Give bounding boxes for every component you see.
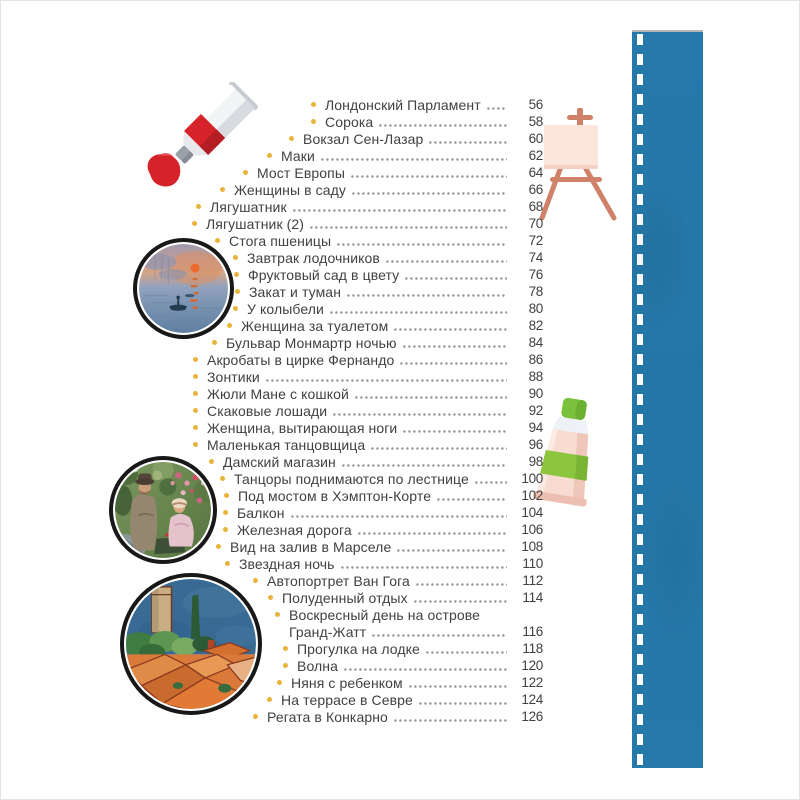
entry-bullet-icon — [253, 578, 258, 583]
toc-entry — [0, 113, 543, 130]
dot-leader — [341, 566, 507, 569]
entry-title: Скаковые лошади — [207, 402, 328, 419]
entry-title: Танцоры поднимаются по лестнице — [234, 470, 469, 487]
entry-title: Стога пшеницы — [229, 232, 332, 249]
toc-entry-line — [0, 266, 543, 283]
toc-entry-line — [0, 317, 543, 334]
toc-entry — [0, 606, 543, 640]
toc-entry-line — [0, 181, 543, 198]
entry-title: Вид на залив в Марселе — [230, 538, 392, 555]
dot-leader — [394, 328, 507, 331]
entry-title: Регата в Конкарно — [267, 708, 388, 725]
entry-title: Маленькая танцовщица — [207, 436, 366, 453]
entry-bullet-icon — [268, 595, 273, 600]
toc-entry-line — [0, 674, 543, 691]
dot-leader — [379, 124, 507, 127]
toc-entry-line — [0, 606, 543, 623]
toc-entry-line — [0, 589, 543, 606]
entry-bullet-icon — [234, 272, 239, 277]
entry-title: Няня с ребенком — [291, 674, 403, 691]
easel-icon — [537, 108, 627, 223]
page-number: 92 — [528, 403, 543, 418]
dot-leader — [355, 396, 507, 399]
page-number: 66 — [528, 182, 543, 197]
toc-entry — [0, 674, 543, 691]
page-number: 76 — [528, 267, 543, 282]
toc-entry — [0, 504, 543, 521]
page-number: 78 — [528, 284, 543, 299]
entry-bullet-icon — [233, 306, 238, 311]
toc-entry — [0, 538, 543, 555]
page-number: 126 — [521, 709, 543, 724]
dot-leader — [337, 243, 507, 246]
toc-entry-line — [0, 130, 543, 147]
dot-leader — [371, 447, 507, 450]
toc-entry-line — [0, 504, 543, 521]
dot-leader — [403, 430, 507, 433]
toc-entry-line — [0, 640, 543, 657]
toc-entry — [0, 419, 543, 436]
entry-title: Под мостом в Хэмптон-Корте — [238, 487, 432, 504]
page-number: 74 — [528, 250, 543, 265]
page-number: 100 — [521, 471, 543, 486]
dot-leader — [352, 192, 507, 195]
entry-title: Балкон — [237, 504, 285, 521]
entry-bullet-icon — [223, 510, 228, 515]
dot-leader — [347, 294, 507, 297]
entry-bullet-icon — [192, 221, 197, 226]
entry-title-continued: Гранд-Жатт — [289, 623, 367, 640]
entry-bullet-icon — [233, 255, 238, 260]
page-number: 104 — [521, 505, 543, 520]
page-number: 106 — [521, 522, 543, 537]
entry-title: Волна — [297, 657, 339, 674]
toc-entry-line — [0, 300, 543, 317]
entry-bullet-icon — [196, 204, 201, 209]
page-number: 80 — [528, 301, 543, 316]
toc-entry-line — [0, 147, 543, 164]
page-number: 72 — [528, 233, 543, 248]
page-number: 124 — [521, 692, 543, 707]
entry-title: Акробаты в цирке Фернандо — [207, 351, 395, 368]
toc-entry-line — [0, 555, 543, 572]
toc-entry-line — [0, 470, 543, 487]
dot-leader — [293, 209, 507, 212]
dot-leader — [419, 702, 507, 705]
dot-leader — [403, 345, 507, 348]
toc-list — [0, 96, 543, 725]
entry-bullet-icon — [267, 153, 272, 158]
entry-title: Прогулка на лодке — [297, 640, 420, 657]
dot-leader — [344, 668, 507, 671]
entry-bullet-icon — [225, 561, 230, 566]
page-number: 88 — [528, 369, 543, 384]
page-number: 84 — [528, 335, 543, 350]
toc-entry-line — [0, 232, 543, 249]
dot-leader — [416, 583, 507, 586]
toc-entry — [0, 487, 543, 504]
page-number: 56 — [528, 97, 543, 112]
toc-entry — [0, 266, 543, 283]
dot-leader — [342, 464, 507, 467]
dot-leader — [429, 141, 507, 144]
entry-title: На террасе в Севре — [281, 691, 413, 708]
toc-entry — [0, 640, 543, 657]
entry-bullet-icon — [215, 238, 220, 243]
dot-leader — [333, 413, 507, 416]
dot-leader — [386, 260, 507, 263]
page-number: 102 — [521, 488, 543, 503]
entry-title: У колыбели — [247, 300, 324, 317]
entry-title: Полуденный отдых — [282, 589, 408, 606]
entry-bullet-icon — [212, 340, 217, 345]
toc-entry — [0, 691, 543, 708]
toc-entry-line — [0, 164, 543, 181]
toc-entry — [0, 215, 543, 232]
toc-entry — [0, 572, 543, 589]
entry-title: Бульвар Монмартр ночью — [226, 334, 397, 351]
toc-entry — [0, 232, 543, 249]
toc-entry — [0, 317, 543, 334]
toc-entry-line — [0, 538, 543, 555]
toc-entry — [0, 198, 543, 215]
entry-title: Автопортрет Ван Гога — [267, 572, 410, 589]
page-number: 60 — [528, 131, 543, 146]
entry-bullet-icon — [193, 425, 198, 430]
toc-entry — [0, 300, 543, 317]
dot-leader — [426, 651, 507, 654]
page-number: 82 — [528, 318, 543, 333]
toc-entry — [0, 368, 543, 385]
book-binding — [632, 30, 703, 768]
toc-entry-line — [0, 96, 543, 113]
dot-leader — [409, 685, 507, 688]
entry-bullet-icon — [224, 493, 229, 498]
toc-entry-line — [0, 487, 543, 504]
entry-title: Фруктовый сад в цвету — [248, 266, 400, 283]
entry-title: Лягушатник (2) — [206, 215, 305, 232]
entry-bullet-icon — [193, 391, 198, 396]
entry-title: Железная дорога — [237, 521, 352, 538]
entry-title: Женщина, вытирающая ноги — [207, 419, 398, 436]
toc-entry-line — [0, 198, 543, 215]
toc-entry-line — [0, 334, 543, 351]
dot-leader — [291, 515, 507, 518]
page-number: 122 — [521, 675, 543, 690]
page-number: 58 — [528, 114, 543, 129]
page-number: 90 — [528, 386, 543, 401]
toc-entry-line — [0, 385, 543, 402]
page-number: 68 — [528, 199, 543, 214]
dot-leader — [487, 107, 507, 110]
toc-entry-line — [0, 521, 543, 538]
toc-entry-line — [0, 453, 543, 470]
entry-bullet-icon — [193, 408, 198, 413]
dot-leader — [266, 379, 507, 382]
dot-leader — [400, 362, 507, 365]
page-number: 96 — [528, 437, 543, 452]
toc-entry — [0, 147, 543, 164]
dot-leader — [405, 277, 507, 280]
toc-entry — [0, 130, 543, 147]
entry-title: Маки — [281, 147, 315, 164]
page-number: 98 — [528, 454, 543, 469]
entry-bullet-icon — [283, 663, 288, 668]
dot-leader — [437, 498, 507, 501]
toc-entry-line — [0, 657, 543, 674]
toc-entry-line — [0, 351, 543, 368]
page-number: 118 — [522, 641, 543, 656]
entry-title: Лягушатник — [210, 198, 287, 215]
toc-entry-line — [0, 402, 543, 419]
toc-entry — [0, 385, 543, 402]
entry-title: Вокзал Сен-Лазар — [303, 130, 424, 147]
entry-bullet-icon — [283, 646, 288, 651]
dot-leader — [397, 549, 507, 552]
toc-entry — [0, 283, 543, 300]
entry-bullet-icon — [193, 442, 198, 447]
dot-leader — [351, 175, 507, 178]
page-number: 94 — [528, 420, 543, 435]
dot-leader — [372, 634, 507, 637]
toc-entry-line — [0, 436, 543, 453]
toc-entry-line — [0, 368, 543, 385]
toc-entry-line — [0, 419, 543, 436]
toc-entry-line — [0, 113, 543, 130]
entry-title: Лондонский Парламент — [325, 96, 481, 113]
entry-title: Закат и туман — [249, 283, 342, 300]
dot-leader — [310, 226, 507, 229]
toc-entry — [0, 164, 543, 181]
entry-title: Дамский магазин — [223, 453, 336, 470]
page-number: 110 — [522, 556, 543, 571]
entry-bullet-icon — [253, 714, 258, 719]
toc-entry — [0, 708, 543, 725]
toc-entry — [0, 351, 543, 368]
entry-bullet-icon — [277, 680, 282, 685]
entry-bullet-icon — [235, 289, 240, 294]
entry-bullet-icon — [311, 119, 316, 124]
toc-entry — [0, 249, 543, 266]
entry-title: Зонтики — [207, 368, 260, 385]
page-number: 116 — [522, 624, 543, 639]
dot-leader — [394, 719, 507, 722]
toc-entry — [0, 436, 543, 453]
toc-entry — [0, 402, 543, 419]
page-number: 112 — [522, 573, 543, 588]
entry-bullet-icon — [216, 544, 221, 549]
toc-entry — [0, 96, 543, 113]
entry-bullet-icon — [209, 459, 214, 464]
entry-title: Женщины в саду — [234, 181, 346, 198]
page-number: 120 — [521, 658, 543, 673]
toc-entry-line — [0, 708, 543, 725]
page-number: 108 — [521, 539, 543, 554]
entry-bullet-icon — [275, 612, 280, 617]
entry-bullet-icon — [193, 357, 198, 362]
toc-entry-line — [0, 283, 543, 300]
toc-entry — [0, 181, 543, 198]
toc-entry — [0, 453, 543, 470]
entry-bullet-icon — [220, 187, 225, 192]
page-number: 70 — [528, 216, 543, 231]
entry-bullet-icon — [289, 136, 294, 141]
page-number: 62 — [528, 148, 543, 163]
entry-title: Сорока — [325, 113, 374, 130]
entry-bullet-icon — [267, 697, 272, 702]
entry-bullet-icon — [193, 374, 198, 379]
entry-bullet-icon — [243, 170, 248, 175]
entry-bullet-icon — [227, 323, 232, 328]
entry-title: Завтрак лодочников — [247, 249, 380, 266]
toc-entry — [0, 334, 543, 351]
toc-entry-line — [0, 249, 543, 266]
toc-entry — [0, 657, 543, 674]
toc-entry — [0, 521, 543, 538]
entry-bullet-icon — [311, 102, 316, 107]
page-number: 86 — [528, 352, 543, 367]
dot-leader — [330, 311, 507, 314]
toc-entry — [0, 555, 543, 572]
toc-entry-line — [0, 215, 543, 232]
entry-title: Мост Европы — [257, 164, 345, 181]
toc-entry — [0, 589, 543, 606]
entry-title: Звездная ночь — [239, 555, 335, 572]
toc-entry-line — [0, 691, 543, 708]
toc-entry — [0, 470, 543, 487]
dot-leader — [414, 600, 507, 603]
dot-leader — [475, 481, 507, 484]
toc-entry-line-continued — [0, 623, 543, 640]
stitch-line — [637, 34, 643, 768]
page-number: 114 — [522, 590, 543, 605]
entry-bullet-icon — [223, 527, 228, 532]
entry-bullet-icon — [220, 476, 225, 481]
entry-title: Женщина за туалетом — [241, 317, 389, 334]
toc-entry-line — [0, 572, 543, 589]
entry-title: Воскресный день на острове — [289, 606, 481, 623]
page-number: 64 — [528, 165, 543, 180]
dot-leader — [321, 158, 507, 161]
entry-title: Жюли Мане с кошкой — [207, 385, 349, 402]
dot-leader — [358, 532, 507, 535]
